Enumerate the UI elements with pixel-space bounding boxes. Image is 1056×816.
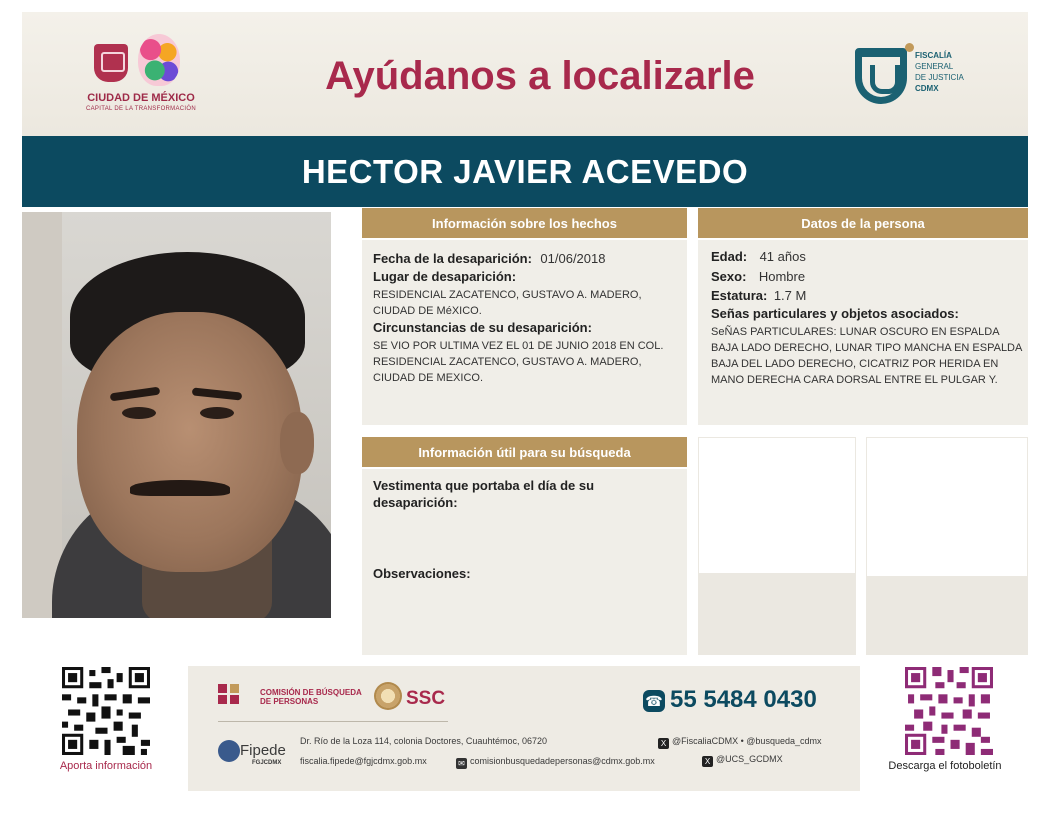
ssc-emblem-icon [374, 682, 402, 710]
fipede-globe-icon [218, 740, 240, 762]
email-fipede[interactable]: fiscalia.fipede@fgjcdmx.gob.mx [300, 756, 427, 766]
x-social-icon: X [658, 738, 669, 749]
observaciones-label: Observaciones: [373, 566, 471, 581]
lugar-label: Lugar de desaparición: [373, 269, 517, 284]
cdmx-shield-icon [94, 44, 128, 82]
comision-line-1: COMISIÓN DE BÚSQUEDA [260, 688, 362, 697]
social-handles-1[interactable] [658, 736, 821, 749]
persona-heading: Datos de la persona [698, 208, 1028, 238]
extra-photo-1 [698, 437, 856, 574]
fecha-label: Fecha de la desaparición: [373, 251, 532, 266]
fecha-value: 01/06/2018 [540, 251, 606, 266]
fipede-logo-text: Fipede [240, 742, 286, 759]
extra-photo-2 [866, 437, 1028, 577]
comision-logo-text [260, 688, 362, 706]
email-comision-text: comisionbusquedadepersonas@cdmx.gob.mx [470, 756, 655, 766]
social-handles-2-text: @UCS_GCDMX [716, 754, 783, 764]
edad-label: Edad: [711, 249, 748, 264]
fgj-logo-icon [855, 48, 907, 104]
edad-value: 41 años [759, 249, 806, 264]
fgj-logo [855, 46, 985, 110]
fgj-line-3: DE JUSTICIA [915, 73, 964, 82]
busqueda-panel [362, 469, 687, 655]
estatura-value: 1.7 M [773, 288, 807, 303]
social-handles-1-text: @FiscaliaCDMX • @busqueda_cdmx [672, 736, 822, 746]
email-comision[interactable] [456, 756, 655, 769]
hechos-panel [362, 240, 687, 425]
senas-value: SeÑAS PARTICULARES: LUNAR OSCURO EN ESPALDA BAJA LADO DERECHO, LUNAR TIPO MANCHA EN ESPALDA BAJA DEL LADO DERECHO, CICATRIZ POR HERIDA EN MANO DERECHA CARA DORSAL ENTRE EL PULGAR Y. [711, 326, 1022, 386]
circunstancias-label: Circunstancias de su desaparición: [373, 320, 592, 335]
comision-logo-icon [218, 684, 242, 704]
person-name: HECTOR JAVIER ACEVEDO [301, 152, 749, 190]
senas-label: Señas particulares y objetos asociados: [711, 306, 959, 321]
social-handles-2[interactable] [702, 754, 783, 767]
ssc-logo-text: SSC [406, 688, 446, 709]
email-icon: ✉ [456, 758, 467, 769]
cdmx-logo [80, 34, 196, 124]
extra-photo-2-caption-area [866, 577, 1028, 655]
qr-left-caption: Aporta información [59, 760, 153, 772]
circunstancias-value: SE VIO POR ULTIMA VEZ EL 01 DE JUNIO 2018 EN COL. RESIDENCIAL ZACATENCO, GUSTAVO A. MADERO, CIUDAD DE MEXICO. [373, 340, 664, 384]
hechos-heading: Información sobre los hechos [362, 208, 687, 238]
cdmx-tagline: CAPITAL DE LA TRANSFORMACIÓN [86, 106, 196, 112]
qr-right-caption: Descarga el fotoboletín [888, 760, 1002, 772]
x-social-icon: X [702, 756, 713, 767]
header-banner [22, 12, 1028, 136]
fgj-line-4: CDMX [915, 84, 939, 93]
phone-icon: ☎ [643, 690, 665, 712]
sexo-value: Hombre [758, 269, 806, 284]
footer-contact-panel [188, 666, 860, 791]
cdmx-flower-icon [138, 34, 180, 86]
extra-photo-1-caption-area [698, 574, 856, 655]
fgj-line-2: GENERAL [915, 62, 954, 71]
sexo-label: Sexo: [711, 269, 747, 284]
vestimenta-label: Vestimenta que portaba el día de su desaparición: [373, 478, 595, 510]
persona-panel [698, 240, 1028, 425]
qr-code-icon[interactable] [905, 667, 993, 755]
fgj-line-1: FISCALÍA [915, 51, 952, 60]
person-photo [22, 212, 331, 618]
page-title: Ayúdanos a localizarle [325, 54, 755, 98]
lugar-value: RESIDENCIAL ZACATENCO, GUSTAVO A. MADERO, CIUDAD DE MéXICO. [373, 289, 642, 317]
address: Dr. Río de la Loza 114, colonia Doctores, Cuauhtémoc, 06720 [300, 736, 547, 746]
phone-number[interactable]: 55 5484 0430 [670, 686, 817, 713]
qr-code-icon[interactable] [62, 667, 150, 755]
fipede-sub-text: FGJCDMX [252, 760, 282, 766]
footer-divider [218, 721, 448, 722]
cdmx-name: CIUDAD DE MÉXICO [87, 92, 195, 104]
fipede-logo [218, 740, 298, 770]
comision-line-2: DE PERSONAS [260, 697, 319, 706]
busqueda-heading: Información útil para su búsqueda [362, 437, 687, 467]
estatura-label: Estatura: [711, 288, 768, 303]
person-name-bar [22, 136, 1028, 207]
